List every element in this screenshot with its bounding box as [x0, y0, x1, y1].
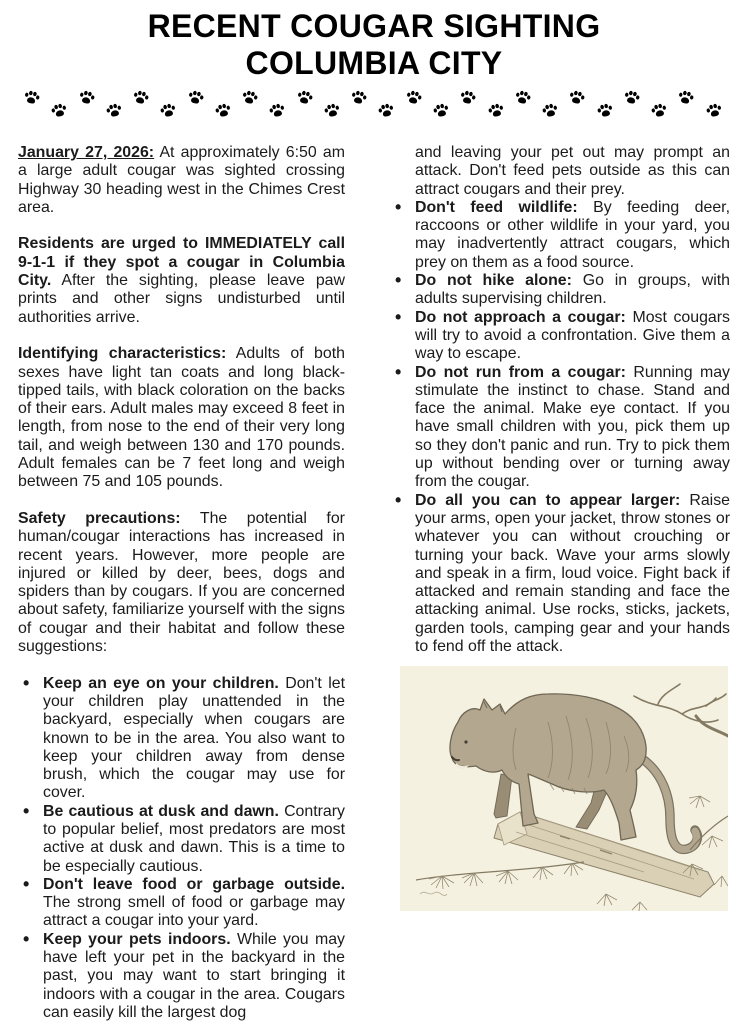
list-item [390, 364, 730, 492]
paw-print-icon [77, 87, 96, 106]
list-item [390, 199, 730, 272]
identifying-paragraph [18, 345, 345, 491]
title-line-1: RECENT COUGAR SIGHTING [147, 8, 601, 44]
safety-text: The potential for human/cougar interactions has increased in recent years. However, more people are injured or killed by deer, bees, dogs and spiders than by cougars. If you are concerned about safety, familiarize yourself with the signs of cougar and their habitat and follow these suggestions: [18, 509, 345, 656]
bullet-label: Keep an eye on your children. [43, 674, 279, 692]
paw-print-icon [322, 100, 341, 119]
left-column [18, 144, 345, 1022]
paw-print-icon [295, 87, 314, 106]
bullet-label: Don't feed wildlife: [415, 198, 578, 216]
paw-print-icon [595, 100, 614, 119]
safety-label: Safety precautions: [18, 509, 181, 527]
bullet-text: Don't let your children play unattended in the backyard, especially when cougars are known to be in the area. You also want to keep your children away from dense brush, which the cougar may use for cover. [43, 674, 345, 802]
pets-indoors-continuation: and leaving your pet out may prompt an attack. Don't feed pets outside as this can attract cougars and their prey. [415, 144, 730, 198]
bullet-text: Running may stimulate the instinct to chase. Stand and face the animal. Make eye contact. If you have small children with you, pick them up so they don't panic and run. Try to pick them up without bending over or turning away from the cougar. [415, 363, 730, 491]
paw-print-icon [649, 100, 668, 119]
paw-print-icon [486, 100, 505, 119]
paw-print-icon [104, 100, 123, 119]
list-item [390, 309, 730, 364]
list-item [18, 876, 345, 931]
bullet-label: Do not hike alone: [415, 272, 572, 290]
paw-print-icon [568, 87, 587, 106]
bullet-text: Contrary to popular belief, most predators are most active at dusk and dawn. This is a time to be especially cautious. [43, 802, 345, 875]
sighting-paragraph [18, 144, 345, 217]
title-line-2: COLUMBIA CITY [245, 45, 503, 81]
sighting-text: At approximately 6:50 am a large adult cougar was sighted crossing Highway 30 heading west in the Chimes Crest area. [18, 144, 345, 216]
paw-print-icon [404, 87, 423, 106]
bullet-text: The strong smell of food or garbage may attract a cougar into your yard. [43, 894, 345, 930]
bullet-text: Raise your arms, open your jacket, throw stones or whatever you can without crouching or turning your back. Wave your arms slowly and speak in a firm, loud voice. Fight back if attacked and remain standing and face the attacking animal. Use rocks, sticks, jackets, garden tools, camping gear and your hands to fend off the attack. [415, 491, 730, 656]
paw-print-icon [677, 87, 696, 106]
list-item [18, 931, 345, 1022]
bullet-label: Do not approach a cougar: [415, 308, 626, 326]
paw-print-icon [540, 100, 559, 119]
paw-print-icon [131, 87, 150, 106]
bullet-text: By feeding deer, raccoons or other wildlife in your yard, you may inadvertently attract cougars, which prey on them as a food source. [415, 198, 730, 271]
safety-tips-list-right [390, 199, 730, 656]
identifying-label: Identifying characteristics: [18, 345, 227, 363]
paw-print-icon [159, 100, 178, 119]
bullet-label: Be cautious at dusk and dawn. [43, 802, 279, 820]
bullet-text: Most cougars will try to avoid a confrontation. Give them a way to escape. [415, 308, 731, 363]
bullet-label: Do not run from a cougar: [415, 363, 626, 381]
bullet-label: Don't leave food or garbage outside. [43, 875, 345, 893]
identifying-text: Adults of both sexes have light tan coats and long black-tipped tails, with black coloration on the backs of their ears. Adult males may exceed 8 feet in length, from nose to the end of their very long tail, and weigh between 130 and 170 pounds. Adult females can be 7 feet long and weigh between 75 and 105 pounds. [18, 345, 345, 491]
bullet-label: Keep your pets indoors. [43, 930, 231, 948]
two-column-body [18, 144, 730, 1022]
bullet-text: Go in groups, with adults supervising children. [415, 272, 730, 308]
page-title [18, 8, 730, 82]
bullet-text: While you may have left your pet in the backyard in the past, you may want to start bringing it indoors with a cougar in the area. Cougars can easily kill the largest dog [43, 930, 345, 1021]
paw-print-icon [240, 87, 259, 106]
list-item [390, 272, 730, 309]
cougar-illustration [400, 666, 728, 911]
paw-print-icon [459, 87, 478, 106]
safety-paragraph [18, 510, 345, 656]
urgent-call-bold: Residents are urged to IMMEDIATELY call 9-1-1 if they spot a cougar in Columbia City. [18, 235, 345, 290]
paw-print-divider [24, 89, 722, 123]
paw-print-icon [213, 100, 232, 119]
paw-print-icon [268, 100, 287, 119]
paw-print-icon [431, 100, 450, 119]
list-item [18, 675, 345, 803]
paw-print-icon [22, 87, 41, 106]
list-item [390, 492, 730, 657]
paw-print-icon [349, 87, 368, 106]
list-item [18, 803, 345, 876]
paw-print-icon [513, 87, 532, 106]
paw-print-icon [377, 100, 396, 119]
right-column [390, 144, 730, 1022]
safety-tips-list-left [18, 675, 345, 1023]
urgent-call-rest: After the sighting, please leave paw prints and other signs undisturbed until authorities arrive. [18, 272, 345, 326]
paw-print-icon [704, 100, 723, 119]
paw-print-icon [622, 87, 641, 106]
sighting-date: January 27, 2026: [18, 144, 155, 161]
urgent-call-paragraph [18, 235, 345, 326]
paw-print-icon [50, 100, 69, 119]
paw-print-icon [186, 87, 205, 106]
bullet-label: Do all you can to appear larger: [415, 491, 681, 509]
